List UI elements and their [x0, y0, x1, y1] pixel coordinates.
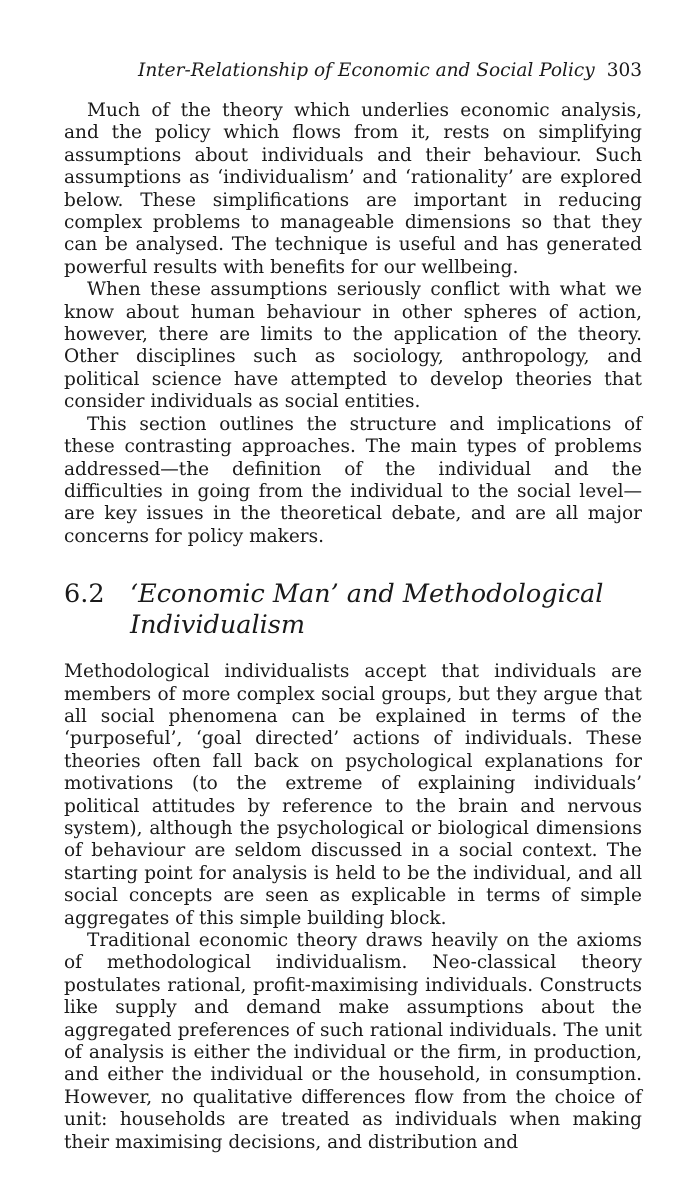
paragraph-5: Traditional economic theory draws heavily on the axioms of methodological individualism. Neo-classical theory postulates rational, profit-maximising individuals. Constructs like supply and demand make assumptions about the aggregated preferences of such rational individuals. The unit of analysis is either the individual or the firm, in production, and either the individual or the household, in consumption. However, no qualitative differences flow from the choice of unit: households are treated as individuals when making their maximising decisions, and distribution and	[64, 930, 642, 1153]
paragraph-4: Methodological individualists accept that individuals are members of more complex social groups, but they argue that all social phenomena can be explained in terms of the ‘purposeful’, ‘goal directed’ actions of individuals. These theories often fall back on psychological explanations for motivations (to the extreme of explaining individuals’ political attitudes by reference to the brain and nervous system), although the psychological or biological dimensions of behaviour are seldom discussed in a social context. The starting point for analysis is held to be the individual, and all social concepts are seen as explicable in terms of simple aggregates of this simple building block.	[64, 661, 642, 929]
paragraph-3: This section outlines the structure and implications of these contrasting approaches. The main types of problems addressed—the definition of the individual and the difficulties in going from the individual to the social level—are key issues in the theoretical debate, and are all major concerns for policy makers.	[64, 413, 642, 547]
page-number: 303	[606, 60, 642, 81]
section-number: 6.2	[64, 579, 105, 610]
running-head	[64, 60, 642, 82]
running-head-title: Inter-Relationship of Economic and Social Policy	[138, 60, 595, 81]
section-title: ‘Economic Man’ and Methodological Individualism	[130, 579, 604, 641]
section-heading	[64, 579, 642, 641]
paragraph-2: When these assumptions seriously conflict with what we know about human behaviour in other spheres of action, however, there are limits to the application of the theory. Other disciplines such as sociology, anthropology, and political science have attempted to develop theories that consider individuals as social entities.	[64, 279, 642, 413]
body-text	[64, 100, 642, 1154]
paragraph-1: Much of the theory which underlies economic analysis, and the policy which flows from it, rests on simplifying assumptions about individuals and their behaviour. Such assumptions as ‘individualism’ and ‘rationality’ are explored below. These simplifications are important in reducing complex problems to manageable dimensions so that they can be analysed. The technique is useful and has generated powerful results with benefits for our wellbeing.	[64, 100, 642, 278]
